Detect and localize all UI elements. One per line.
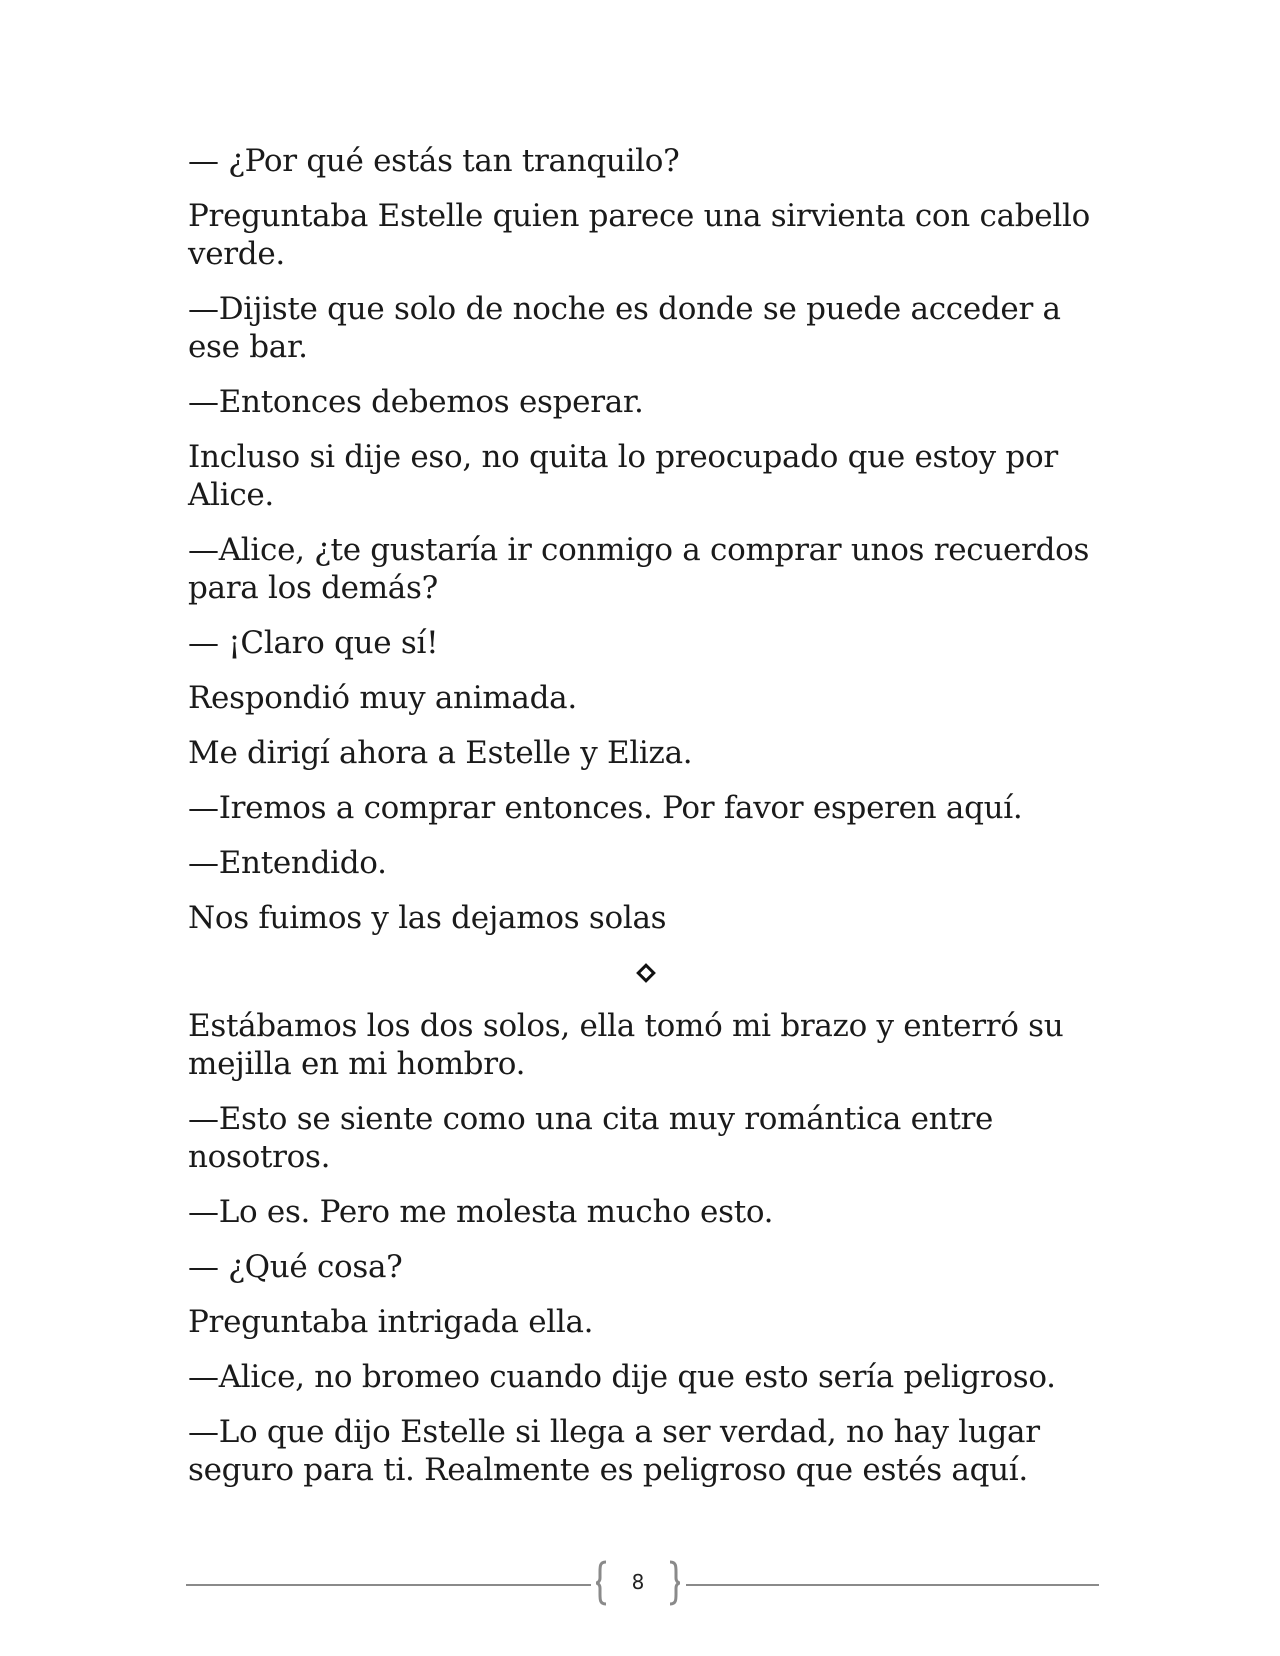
left-brace-icon xyxy=(594,1560,608,1606)
footer-rule-right xyxy=(686,1584,1099,1586)
paragraph: —Lo que dijo Estelle si llega a ser verdad, no hay lugar seguro para ti. Realmente es peligroso que estés aquí. xyxy=(188,1414,1040,1488)
paragraph: Nos fuimos y las dejamos solas xyxy=(188,900,667,936)
paragraph: Preguntaba intrigada ella. xyxy=(188,1304,594,1340)
diamond-icon xyxy=(636,963,656,983)
scene-separator xyxy=(188,954,1098,992)
paragraph: Estábamos los dos solos, ella tomó mi brazo y enterró su mejilla en mi hombro. xyxy=(188,1008,1064,1082)
paragraph: Respondió muy animada. xyxy=(188,680,577,716)
paragraph: — ¿Qué cosa? xyxy=(188,1249,403,1285)
paragraph: Me dirigí ahora a Estelle y Eliza. xyxy=(188,735,693,771)
paragraph: —Entonces debemos esperar. xyxy=(188,384,644,420)
right-brace-icon xyxy=(668,1560,682,1606)
paragraph: —Entendido. xyxy=(188,845,387,881)
page-footer xyxy=(186,1560,1099,1610)
paragraph: Preguntaba Estelle quien parece una sirvienta con cabello verde. xyxy=(188,198,1090,272)
paragraph: —Iremos a comprar entonces. Por favor esperen aquí. xyxy=(188,790,1023,826)
paragraph: —Esto se siente como una cita muy romántica entre nosotros. xyxy=(188,1101,994,1175)
paragraph: —Alice, ¿te gustaría ir conmigo a comprar unos recuerdos para los demás? xyxy=(188,532,1090,606)
paragraph: Incluso si dije eso, no quita lo preocupado que estoy por Alice. xyxy=(188,439,1058,513)
page-body xyxy=(188,142,1098,1506)
paragraph: —Dijiste que solo de noche es donde se puede acceder a ese bar. xyxy=(188,291,1061,365)
paragraph: — ¡Claro que sí! xyxy=(188,625,439,661)
paragraph: —Lo es. Pero me molesta mucho esto. xyxy=(188,1194,774,1230)
paragraph: —Alice, no bromeo cuando dije que esto sería peligroso. xyxy=(188,1359,1056,1395)
footer-rule-left xyxy=(186,1584,591,1586)
paragraph: — ¿Por qué estás tan tranquilo? xyxy=(188,143,680,179)
page-number: 8 xyxy=(631,1570,645,1594)
